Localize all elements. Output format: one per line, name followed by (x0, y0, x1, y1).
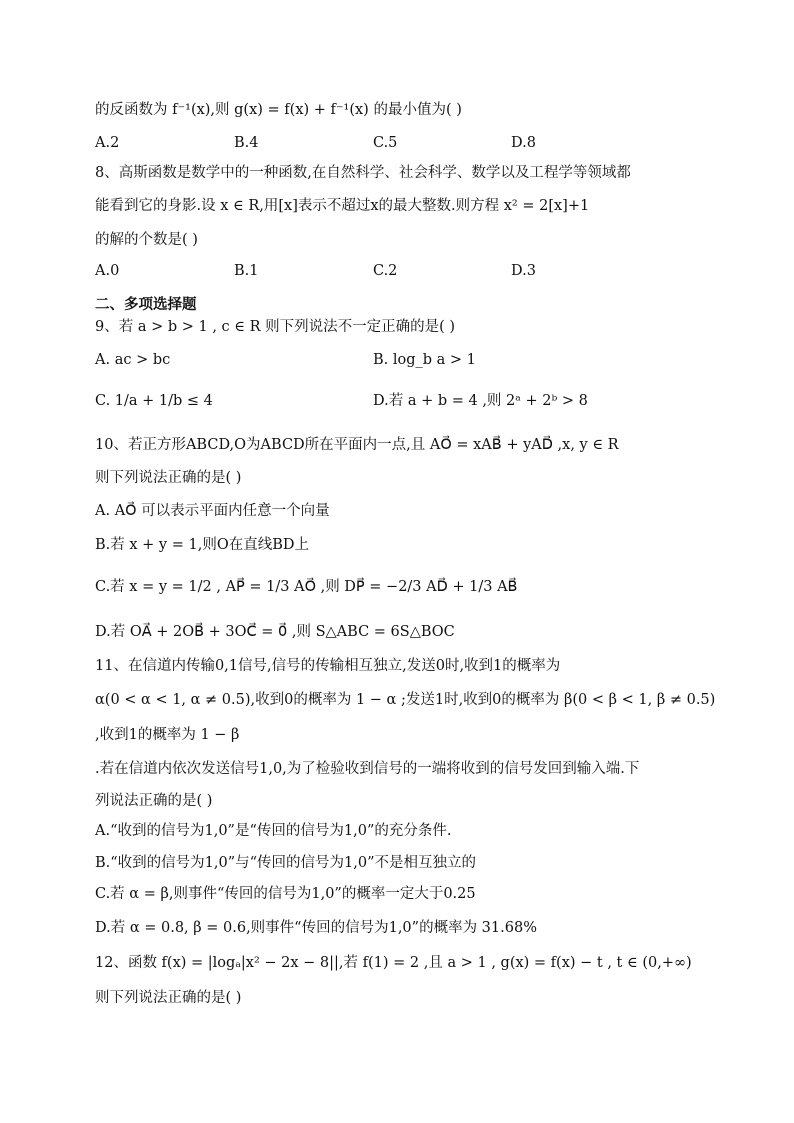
q7-option-d: D.8 (511, 135, 536, 151)
q8-option-c: C.2 (373, 263, 398, 279)
q11-option-a: A.“收到的信号为1,0”是“传回的信号为1,0”的充分条件. (95, 823, 452, 839)
q8-option-d: D.3 (511, 263, 536, 279)
q9-option-b: B. log_b a > 1 (373, 352, 476, 368)
q10-option-b: B.若 x + y = 1,则O在直线BD上 (95, 537, 309, 553)
q10-stem-line-2: 则下列说法正确的是( ) (95, 470, 242, 486)
q9-stem: 9、若 a > b > 1 , c ∈ R 则下列说法不一定正确的是( ) (95, 319, 456, 335)
q12-stem-line-1: 12、函数 f(x) = |logₐ|x² − 2x − 8||,若 f(1) = 2 ,且 a > 1 , g(x) = f(x) − t , t ∈ (0,+∞) (95, 955, 692, 971)
q8-line-1: 8、高斯函数是数学中的一种函数,在自然科学、社会科学、数学以及工程学等领域都 (95, 165, 631, 181)
q10-option-d: D.若 OA⃗ + 2OB⃗ + 3OC⃗ = 0⃗ ,则 S△ABC = 6S△BOC (95, 624, 455, 640)
q11-stem-line-4: .若在信道内依次发送信号1,0,为了检验收到信号的一端将收到的信号发回到输入端.下 (95, 761, 640, 777)
q8-line-2: 能看到它的身影.设 x ∈ R,用[x]表示不超过x的最大整数.则方程 x² = 2[x]+1 (95, 198, 590, 214)
q11-option-c: C.若 α = β,则事件“传回的信号为1,0”的概率一定大于0.25 (95, 886, 476, 902)
q7-option-c: C.5 (373, 135, 398, 151)
q9-option-a: A. ac > bc (95, 352, 171, 368)
q11-option-b: B.“收到的信号为1,0”与“传回的信号为1,0”不是相互独立的 (95, 855, 477, 871)
q8-option-a: A.0 (95, 263, 120, 279)
q7-option-a: A.2 (95, 135, 120, 151)
q10-stem-line-1: 10、若正方形ABCD,O为ABCD所在平面内一点,且 AO⃗ = xAB⃗ + yAD⃗ ,x, y ∈ R (95, 437, 619, 453)
q11-stem-line-5: 列说法正确的是( ) (95, 793, 213, 809)
q10-option-a: A. AO⃗ 可以表示平面内任意一个向量 (95, 503, 330, 519)
q11-stem-line-1: 11、在信道内传输0,1信号,信号的传输相互独立,发送0时,收到1的概率为 (95, 658, 561, 674)
q12-stem-line-2: 则下列说法正确的是( ) (95, 990, 242, 1006)
q8-option-b: B.1 (234, 263, 259, 279)
q9-option-c: C. 1/a + 1/b ≤ 4 (95, 393, 213, 409)
q10-option-c: C.若 x = y = 1/2 , AP⃗ = 1/3 AO⃗ ,则 DP⃗ = −2/3 AD⃗ + 1/3 AB⃗ (95, 579, 518, 595)
q11-option-d: D.若 α = 0.8, β = 0.6,则事件“传回的信号为1,0”的概率为 31.68% (95, 920, 537, 936)
q9-option-d: D.若 a + b = 4 ,则 2ᵃ + 2ᵇ > 8 (373, 393, 588, 409)
q8-line-3: 的解的个数是( ) (95, 232, 198, 248)
q11-stem-line-2: α(0 < α < 1, α ≠ 0.5),收到0的概率为 1 − α ;发送1时,收到0的概率为 β(0 < β < 1, β ≠ 0.5) (95, 692, 716, 708)
section-heading: 二、多项选择题 (95, 297, 197, 313)
q11-stem-line-3: ,收到1的概率为 1 − β (95, 727, 240, 743)
q7-option-b: B.4 (234, 135, 259, 151)
q7-stem-line: 的反函数为 f⁻¹(x),则 g(x) = f(x) + f⁻¹(x) 的最小值为( ) (95, 102, 462, 118)
